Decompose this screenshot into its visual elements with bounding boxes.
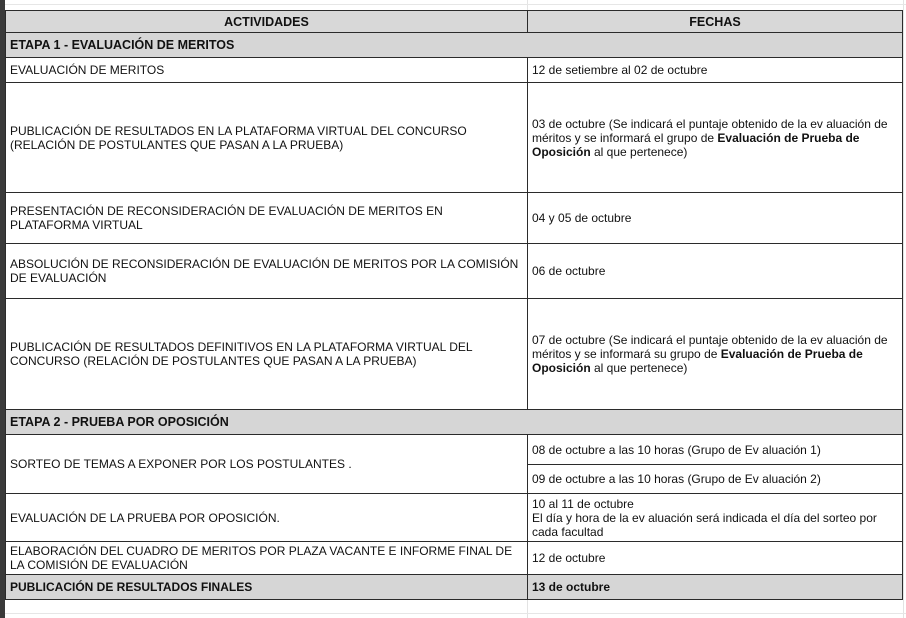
date-cell[interactable]: [528, 299, 903, 410]
table-row: [6, 244, 903, 299]
stage-row: [6, 410, 903, 435]
activity-cell[interactable]: ABSOLUCIÓN DE RECONSIDERACIÓN DE EVALUACIÓN DE MERITOS POR LA COMISIÓN DE EVALUACIÓN: [6, 244, 528, 299]
table-row: [6, 435, 903, 465]
column-gridline: [903, 0, 904, 618]
table-row: [6, 83, 903, 193]
date-emphasis: Evaluación de Prueba de Oposición: [532, 347, 863, 375]
date-cell[interactable]: 12 de octubre: [528, 542, 903, 575]
date-cell[interactable]: 12 de setiembre al 02 de octubre: [528, 58, 903, 83]
dates-header[interactable]: FECHAS: [528, 11, 903, 33]
activity-cell[interactable]: ELABORACIÓN DEL CUADRO DE MERITOS POR PLAZA VACANTE E INFORME FINAL DE LA COMISIÓN DE EVALUACIÓN: [6, 542, 528, 575]
date-emphasis: Evaluación de Prueba de Oposición: [532, 130, 860, 159]
schedule-table: [5, 10, 903, 600]
date-text: al que pertenece): [590, 361, 688, 375]
activity-cell[interactable]: PRESENTACIÓN DE RECONSIDERACIÓN DE EVALUACIÓN DE MERITOS EN PLATAFORMA VIRTUAL: [6, 193, 528, 244]
date-text: 03 de octubre (Se indicará el puntaje obtenido de la ev aluación de méritos y se informará el grupo de: [532, 116, 888, 145]
table-row: [6, 299, 903, 410]
activity-cell[interactable]: EVALUACIÓN DE LA PRUEBA POR OPOSICIÓN.: [6, 494, 528, 542]
date-text: 07 de octubre (Se indicará el puntaje obtenido de la ev aluación de méritos y se informará su grupo de: [532, 333, 888, 361]
table-row: [6, 542, 903, 575]
row-gridline: [5, 4, 906, 5]
date-cell[interactable]: 04 y 05 de octubre: [528, 193, 903, 244]
activity-cell[interactable]: PUBLICACIÓN DE RESULTADOS DEFINITIVOS EN LA PLATAFORMA VIRTUAL DEL CONCURSO (RELACIÓN DE POSTULANTES QUE PASAN A LA PRUEBA): [6, 299, 528, 410]
date-text: al que pertenece): [590, 144, 688, 159]
date-cell[interactable]: 09 de octubre a las 10 horas (Grupo de Ev aluación 2): [528, 465, 903, 494]
table-row: [6, 494, 903, 542]
stage1-title[interactable]: ETAPA 1 - EVALUACIÓN DE MERITOS: [6, 33, 903, 58]
activity-cell[interactable]: SORTEO DE TEMAS A EXPONER POR LOS POSTULANTES .: [6, 435, 528, 494]
date-cell[interactable]: 10 al 11 de octubre El día y hora de la ev aluación será indicada el día del sorteo por cada facultad: [528, 494, 903, 542]
activity-cell[interactable]: EVALUACIÓN DE MERITOS: [6, 58, 528, 83]
activity-cell[interactable]: PUBLICACIÓN DE RESULTADOS FINALES: [6, 575, 528, 600]
date-cell[interactable]: 08 de octubre a las 10 horas (Grupo de Ev aluación 1): [528, 435, 903, 465]
table-row: [6, 193, 903, 244]
stage-row: [6, 33, 903, 58]
final-row: [6, 575, 903, 600]
row-gridline: [5, 613, 906, 614]
stage2-title[interactable]: ETAPA 2 - PRUEBA POR OPOSICIÓN: [6, 410, 903, 435]
date-cell[interactable]: [528, 83, 903, 193]
activity-cell[interactable]: PUBLICACIÓN DE RESULTADOS EN LA PLATAFORMA VIRTUAL DEL CONCURSO (RELACIÓN DE POSTULANTES QUE PASAN A LA PRUEBA): [6, 83, 528, 193]
header-row: [6, 11, 903, 33]
date-cell[interactable]: 13 de octubre: [528, 575, 903, 600]
activities-header[interactable]: ACTIVIDADES: [6, 11, 528, 33]
table-row: [6, 58, 903, 83]
date-cell[interactable]: 06 de octubre: [528, 244, 903, 299]
